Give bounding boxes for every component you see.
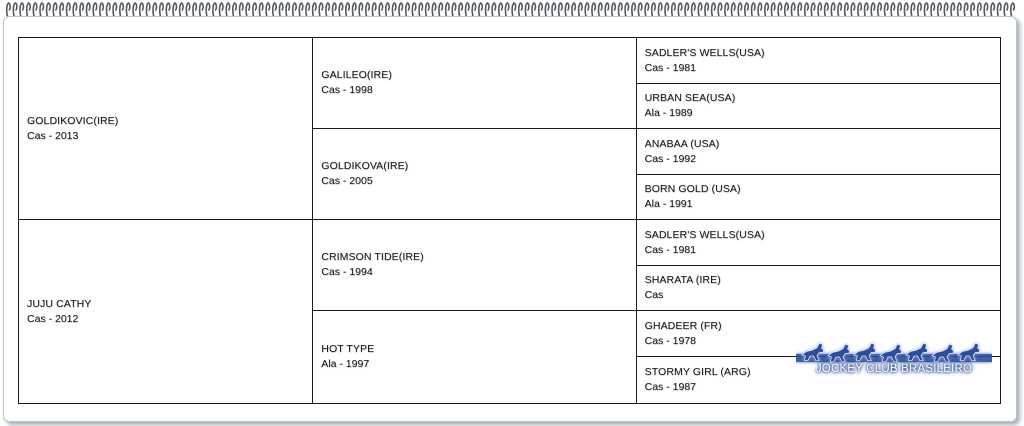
ancestor-cell bbox=[636, 175, 1000, 220]
dam-sire-name: CRIMSON TIDE(IRE) bbox=[321, 251, 424, 263]
sire-sire-info: Cas - 1998 bbox=[321, 84, 373, 96]
sire-info: Cas - 2013 bbox=[27, 129, 79, 142]
dam-dam-name: HOT TYPE bbox=[321, 343, 375, 355]
ancestor-info: Cas bbox=[644, 289, 664, 301]
ancestor-name: SHARATA (IRE) bbox=[644, 274, 721, 286]
ancestor-info: Cas - 1987 bbox=[644, 381, 696, 393]
sire-dam-name: GOLDIKOVA(IRE) bbox=[321, 160, 409, 172]
ancestor-info: Cas - 1978 bbox=[644, 334, 696, 347]
ancestor-name: BORN GOLD (USA) bbox=[644, 183, 741, 195]
dam-info: Cas - 2012 bbox=[27, 312, 79, 325]
ancestor-cell bbox=[636, 266, 1000, 311]
sire-name: GOLDIKOVIC(IRE) bbox=[27, 114, 119, 127]
ancestor-name: URBAN SEA(USA) bbox=[644, 92, 736, 104]
ancestor-info: Cas - 1981 bbox=[644, 243, 696, 256]
dam-dam-cell bbox=[313, 311, 636, 404]
ancestor-info: Cas - 1981 bbox=[644, 61, 696, 74]
ancestor-name: GHADEER (FR) bbox=[644, 319, 722, 332]
ancestor-info: Ala - 1991 bbox=[644, 198, 693, 210]
horses-icon bbox=[796, 338, 992, 366]
ancestor-name: ANABAA (USA) bbox=[644, 137, 720, 150]
dam-sire-cell bbox=[313, 220, 636, 311]
ancestor-name: SADLER'S WELLS(USA) bbox=[644, 228, 765, 241]
sire-dam-info: Cas - 2005 bbox=[321, 175, 373, 187]
ancestor-name: STORMY GIRL (ARG) bbox=[644, 366, 751, 378]
ancestor-cell bbox=[636, 129, 1000, 175]
ancestor-name: SADLER'S WELLS(USA) bbox=[644, 46, 765, 59]
sire-cell bbox=[19, 38, 313, 220]
ancestor-cell bbox=[636, 38, 1000, 84]
ancestor-info: Ala - 1989 bbox=[644, 107, 693, 119]
dam-name: JUJU CATHY bbox=[27, 297, 92, 310]
ancestor-info: Cas - 1992 bbox=[644, 152, 696, 165]
logo-text: JOCKEY CLUB BRASILEIRO bbox=[815, 363, 973, 375]
ancestor-cell bbox=[636, 220, 1000, 266]
jockey-club-logo bbox=[796, 338, 992, 382]
sire-sire-name: GALILEO(IRE) bbox=[321, 69, 392, 81]
sire-dam-cell bbox=[313, 129, 636, 220]
sire-sire-cell bbox=[313, 38, 636, 129]
dam-sire-info: Cas - 1994 bbox=[321, 266, 373, 278]
dam-dam-info: Ala - 1997 bbox=[321, 358, 370, 370]
ancestor-cell bbox=[636, 84, 1000, 129]
dam-cell bbox=[19, 220, 313, 404]
